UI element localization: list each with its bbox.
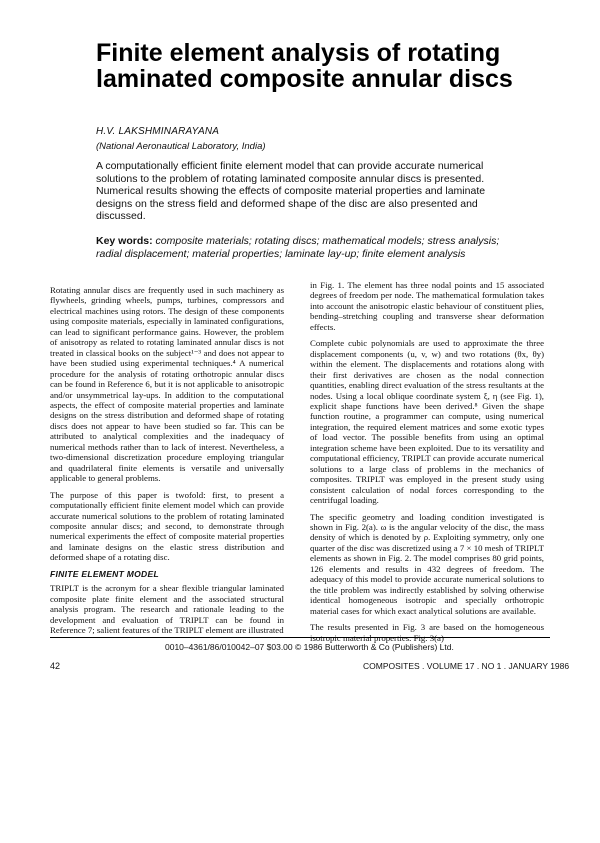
body-paragraph: The purpose of this paper is twofold: first, to present a computationally efficient finite element model which can provide accurate numerical solutions to the problem of rotating laminated composite annular discs; and second, to demonstrate through numerical experiments the effect of composite material properties and laminate designs on the elastic stress distribution and deformed shape of a rotating disc. bbox=[50, 489, 284, 563]
keywords-heading: Key words: bbox=[96, 235, 153, 247]
footer-copyright-code: 0010–4361/86/010042–07 $03.00 © 1986 Butterworth & Co (Publishers) Ltd. bbox=[165, 642, 454, 652]
section-heading: FINITE ELEMENT MODEL bbox=[50, 568, 159, 579]
body-paragraph: in Fig. 1. The element has three nodal points and 15 associated degrees of freedom per node. The mathematical formulation takes into account the anisotropic elastic behaviour of constituent plies, bending–stretching coupling and transverse shear deformation effects. bbox=[310, 280, 544, 332]
body-paragraph: TRIPLT is the acronym for a shear flexible triangular laminated composite plate finite element and the associated structural analysis program. The research and rationale leading to the development and evaluation of TRIPLT can be found in Reference 7; salient features of the TRIPLT element are illustrated bbox=[50, 583, 284, 636]
journal-citation: COMPOSITES . VOLUME 17 . NO 1 . JANUARY 1986 bbox=[363, 661, 570, 671]
article-title: Finite element analysis of rotating laminated composite annular discs bbox=[96, 39, 513, 93]
keywords bbox=[96, 235, 516, 260]
footer-divider bbox=[50, 637, 550, 638]
body-paragraph: The results presented in Fig. 3 are based on the homogeneous bbox=[310, 622, 544, 633]
page-number: 42 bbox=[50, 661, 61, 671]
abstract: A computationally efficient finite element model that can provide accurate numerical solutions to the problem of rotating laminated composite annular discs is presented. Numerical results showing the effects of composite material properties and laminate designs on the stress field and deformed shape of the disc are also presented and discussed. bbox=[96, 160, 486, 223]
body-column-right bbox=[310, 280, 544, 649]
body-paragraph: Complete cubic polynomials are used to approximate the three displacement components (u, v, w) and two rotations (θx, θy) within the element. The displacements and rotations along with their first derivatives are chosen as the nodal connection quantities, enabling direct evaluation of the stress resultants at the nodes. Using a local oblique coordinate system ξ, η (see Fig. 1), explicit shape functions have been derived.⁸ Given the shape function routine, a programmer can compute, using numerical integration, the required element matrices and some exotic types of load vector. The possible benefits from using an optimal integration scheme have been exploited. Due to its versatility and computational efficiency, TRIPLT can provide accurate numerical solutions to a large class of problems in the mechanics of composites. TRIPLT was employed in the present study using consistent calculation of nodal forces corresponding to the centrifugal loading. bbox=[310, 338, 544, 506]
keywords-list: composite materials; rotating discs; mathematical models; stress analysis; radial displacement; material properties; laminate lay-up; finite element analysis bbox=[96, 235, 500, 260]
author-affiliation: (National Aeronautical Laboratory, India) bbox=[96, 141, 266, 152]
author-name: H.V. LAKSHMINARAYANA bbox=[96, 126, 220, 137]
body-paragraph: Rotating annular discs are frequently used in such machinery as flywheels, grinding wheels, pumps, turbines, compressors and electrical machines using rotors. The design of these components using composite materials, especially in laminated configurations, can lead to significant performance gains. However, the problem of anisotropy as related to rotating laminated annular discs is not treated in classical books on the subject¹⁻³ and does not appear to have been studied using experimental techniques.⁴ A numerical procedure for the analysis of rotating orthotropic annular discs can be found in Reference 6, but it is not applicable to anisotropic and/or unsymmetrical lay-ups. In addition to the computational aspects, the effect of composite material properties and laminate designs on the stress distribution and deformed shape of rotating discs does not appear to have been studied so far. This can be attributed to analytical complexities and the inadequacy of numerical methods rather than to lack of interest. Nevertheless, a two-dimensional discretization procedure employing triangular and quadrilateral finite elements is versatile and universally applicable to general problems. bbox=[50, 285, 284, 484]
body-paragraph: The specific geometry and loading condition investigated is shown in Fig. 2(a). ω is the angular velocity of the disc, the mass density of which is denoted by ρ. Exploiting symmetry, only one quarter of the disc was discretized using a 7 × 10 mesh of TRIPLT elements as shown in Fig. 2. The model comprises 80 grid points, 126 elements and results in 432 degrees of freedom. The adequacy of this model to provide accurate numerical solutions to the title problem was indirectly established by solving otherwise identical homogeneous isotropic and specially orthotropic material cases for which exact analytical solutions are available. bbox=[310, 511, 544, 616]
body-column-left bbox=[50, 285, 284, 642]
